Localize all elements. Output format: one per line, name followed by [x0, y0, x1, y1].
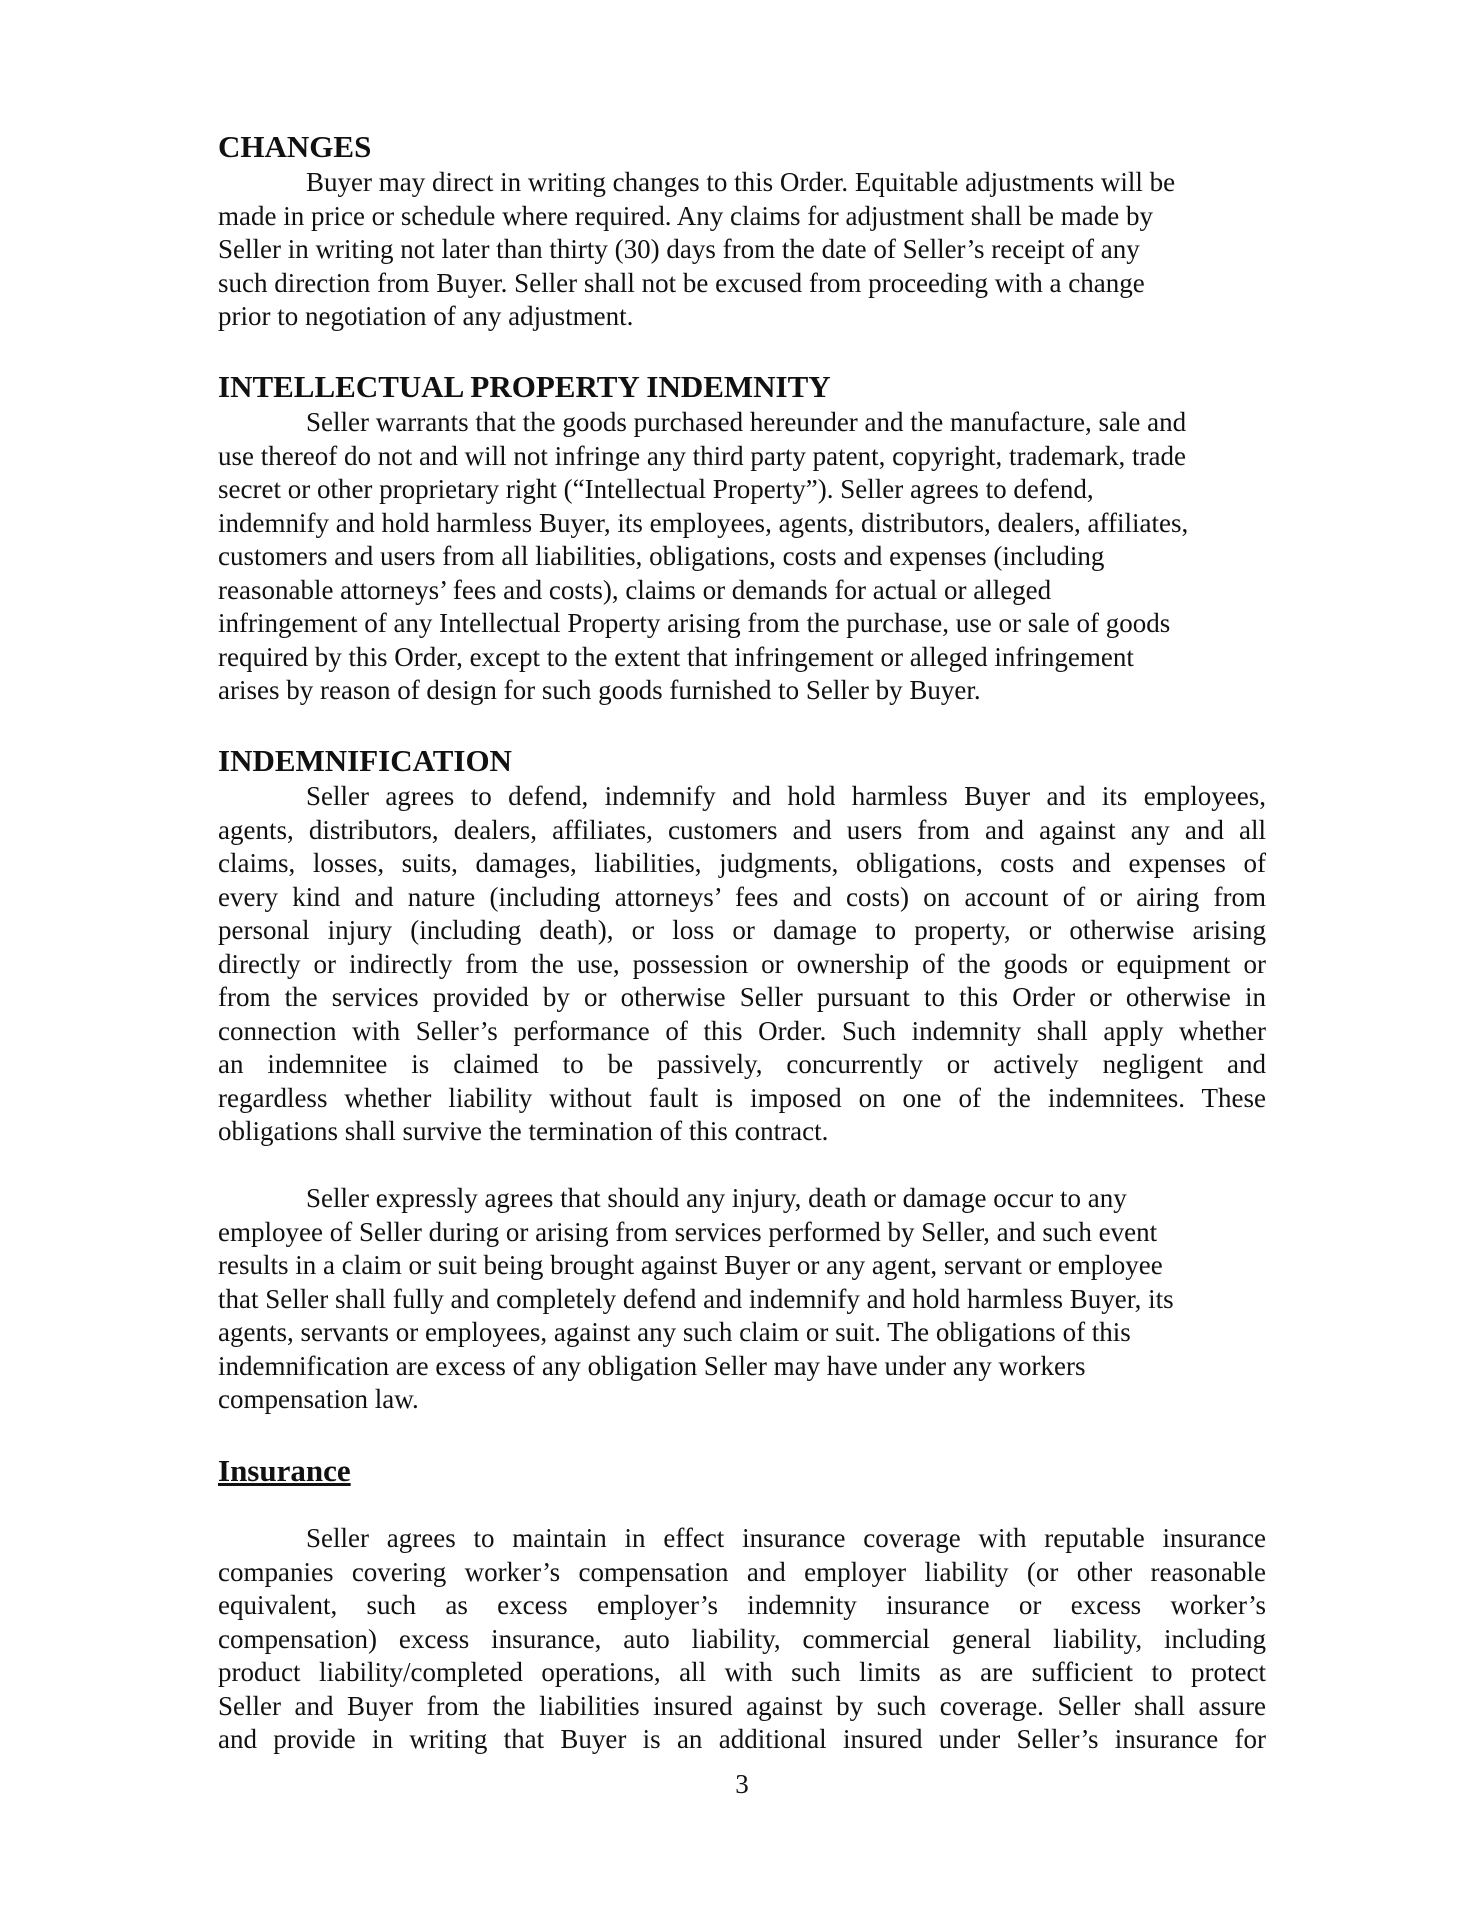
- text-line: every kind and nature (including attorneys’ fees and costs) on account of or airing from: [218, 881, 1266, 912]
- text-line: Seller expressly agrees that should any injury, death or damage occur to any: [306, 1183, 1127, 1213]
- text-line: regardless whether liability without fault is imposed on one of the indemnitees. These: [218, 1082, 1266, 1113]
- text-line: that Seller shall fully and completely defend and indemnify and hold harmless Buyer, its: [218, 1283, 1174, 1314]
- text-line: employee of Seller during or arising from services performed by Seller, and such event: [218, 1216, 1158, 1247]
- changes-paragraph: [218, 166, 1266, 334]
- text-line: claims, losses, suits, damages, liabilities, judgments, obligations, costs and expenses of: [218, 848, 1266, 878]
- text-line: from the services provided by or otherwise Seller pursuant to this Order or otherwise in: [218, 982, 1266, 1012]
- text-line: indemnify and hold harmless Buyer, its employees, agents, distributors, dealers, affiliates,: [218, 507, 1189, 538]
- text-line: compensation) excess insurance, auto liability, commercial general liability, including: [218, 1623, 1266, 1654]
- text-line: connection with Seller’s performance of this Order. Such indemnity shall apply whether: [218, 1015, 1266, 1046]
- section-heading-insurance: Insurance: [218, 1453, 351, 1488]
- text-line: agents, servants or employees, against any such claim or suit. The obligations of this: [218, 1317, 1131, 1347]
- text-line: secret or other proprietary right (“Intellectual Property”). Seller agrees to defend,: [218, 474, 1094, 504]
- text-line: required by this Order, except to the extent that infringement or alleged infringement: [218, 641, 1134, 672]
- indemnification-paragraph: [218, 1182, 1266, 1417]
- text-line: an indemnitee is claimed to be passively, concurrently or actively negligent and: [218, 1049, 1266, 1079]
- text-line: directly or indirectly from the use, possession or ownership of the goods or equipment or: [218, 948, 1266, 979]
- text-line: Seller agrees to defend, indemnify and hold harmless Buyer and its employees,: [306, 781, 1266, 811]
- section-heading-indemnification: INDEMNIFICATION: [218, 743, 512, 778]
- text-line: Seller and Buyer from the liabilities insured against by such coverage. Seller shall assure: [218, 1690, 1266, 1721]
- text-line: agents, distributors, dealers, affiliates, customers and users from and against any and all: [218, 814, 1266, 845]
- section-heading-intellectual-property-indemnity: INTELLECTUAL PROPERTY INDEMNITY: [218, 369, 831, 404]
- text-line: Buyer may direct in writing changes to this Order. Equitable adjustments will be: [306, 167, 1176, 197]
- text-line: arises by reason of design for such goods furnished to Seller by Buyer.: [218, 675, 981, 705]
- text-line: Seller in writing not later than thirty (30) days from the date of Seller’s receipt of any: [218, 234, 1140, 264]
- text-line: indemnification are excess of any obligation Seller may have under any workers: [218, 1350, 1086, 1381]
- text-line: Seller agrees to maintain in effect insurance coverage with reputable insurance: [306, 1523, 1266, 1553]
- text-line: equivalent, such as excess employer’s indemnity insurance or excess worker’s: [218, 1590, 1266, 1620]
- page-number: 3: [735, 1769, 749, 1799]
- text-line: made in price or schedule where required. Any claims for adjustment shall be made by: [218, 200, 1153, 231]
- text-line: companies covering worker’s compensation and employer liability (or other reasonable: [218, 1556, 1266, 1587]
- text-line: such direction from Buyer. Seller shall not be excused from proceeding with a change: [218, 267, 1145, 298]
- text-line: infringement of any Intellectual Property arising from the purchase, use or sale of goods: [218, 608, 1171, 638]
- indemnification-paragraph: [218, 780, 1266, 1149]
- text-line: obligations shall survive the termination of this contract.: [218, 1116, 829, 1146]
- text-line: and provide in writing that Buyer is an additional insured under Seller’s insurance for: [218, 1724, 1266, 1754]
- text-line: personal injury (including death), or loss or damage to property, or otherwise arising: [218, 915, 1266, 945]
- text-line: use thereof do not and will not infringe any third party patent, copyright, trademark, trade: [218, 440, 1186, 471]
- text-line: compensation law.: [218, 1384, 419, 1414]
- text-line: reasonable attorneys’ fees and costs), claims or demands for actual or alleged: [218, 574, 1052, 605]
- text-line: results in a claim or suit being brought against Buyer or any agent, servant or employee: [218, 1250, 1163, 1280]
- text-line: prior to negotiation of any adjustment.: [218, 301, 634, 331]
- insurance-paragraph: [218, 1522, 1266, 1757]
- intellectual-property-indemnity-paragraph: [218, 406, 1266, 708]
- text-line: product liability/completed operations, all with such limits as are sufficient to protect: [218, 1657, 1266, 1687]
- text-line: Seller warrants that the goods purchased hereunder and the manufacture, sale and: [306, 407, 1187, 437]
- text-line: customers and users from all liabilities, obligations, costs and expenses (including: [218, 541, 1105, 571]
- section-heading-changes: CHANGES: [218, 129, 372, 164]
